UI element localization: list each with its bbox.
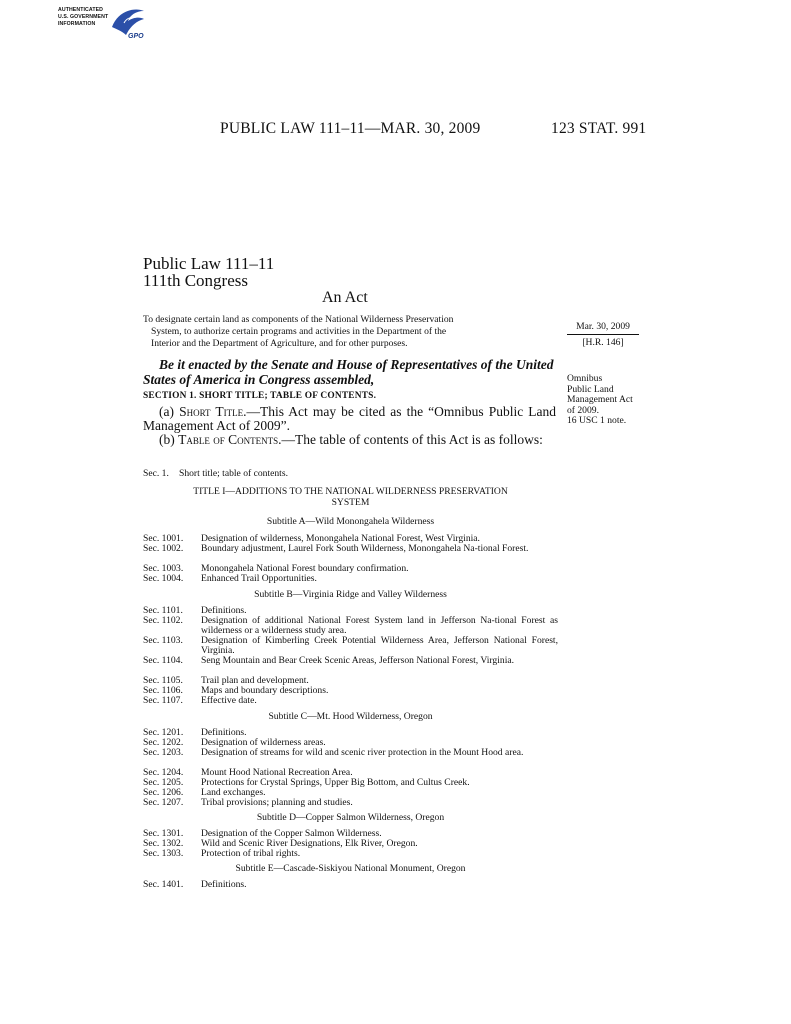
subsection-text: .—The table of contents of this Act is as follows: [278,432,543,447]
subsection-caption: Short Title [179,404,244,419]
act-purpose [143,314,558,350]
margin-note-line: 16 USC 1 note. [567,415,627,426]
purpose-line: To designate certain land as components of the National Wilderness Preservation [143,314,454,325]
toc-section-number: Sec. 1203. [143,747,184,758]
toc-section-number: Sec. 1302. [143,838,184,849]
toc-section-number: Sec. 1102. [143,615,183,626]
toc-subtitle-heading: Subtitle A—Wild Monongahela Wilderness [266,516,435,527]
public-law-number: Public Law 111–11 [143,254,275,273]
margin-note-line: Management Act [567,394,633,405]
margin-note-line: Omnibus [567,373,603,384]
toc-section-number: Sec. 1401. [143,879,184,890]
toc-section-number: Sec. 1001. [143,533,184,544]
toc-section-title: Protections for Crystal Springs, Upper Big Bottom, and Cultus Creek. [201,777,470,788]
congress-number: 111th Congress [143,271,248,290]
toc-subtitle-heading: Subtitle C—Mt. Hood Wilderness, Oregon [268,711,433,722]
toc-section-title: Designation of wilderness, Monongahela National Forest, West Virginia. [201,533,480,544]
subsection-caption: Table of Contents [178,432,279,447]
toc-section-title: Seng Mountain and Bear Creek Scenic Areas, Jefferson National Forest, Virginia. [201,655,515,666]
toc-section-number: Sec. 1004. [143,573,184,584]
subsection-label: (b) [159,432,179,447]
running-header-stat: 123 STAT. 991 [551,120,647,137]
purpose-line: Interior and the Department of Agriculture, and for other purposes. [151,338,408,349]
section-heading: SECTION 1. SHORT TITLE; TABLE OF CONTENTS. [143,391,377,401]
toc-section-title: Monongahela National Forest boundary confirmation. [201,563,409,574]
an-act-heading: An Act [322,289,368,306]
toc-section-number: Sec. 1103. [143,635,183,646]
toc-section-number: Sec. 1. [143,468,169,479]
subsection-text: .—This Act may be cited as the “Omnibus Public Land Management Act of 2009”. [143,404,556,433]
toc-title-heading-continued: SYSTEM [331,497,370,508]
toc-section-title: Definitions. [201,879,247,890]
toc-section-number: Sec. 1202. [143,737,184,748]
toc-section-number: Sec. 1204. [143,767,184,778]
toc-section-number: Sec. 1003. [143,563,184,574]
toc-section-title: Mount Hood National Recreation Area. [201,767,353,778]
gpo-authentication-seal [58,5,150,49]
toc-section-title: Trail plan and development. [201,675,309,686]
toc-section-number: Sec. 1205. [143,777,184,788]
gpo-mark: GPO [128,33,144,40]
margin-note [567,374,633,427]
toc-section-title: Short title; table of contents. [179,468,288,479]
purpose-line: System, to authorize certain programs and activities in the Department of the [151,326,447,337]
toc-section-number: Sec. 1106. [143,685,183,696]
toc-section-number: Sec. 1107. [143,695,183,706]
toc-section-title: Land exchanges. [201,787,266,798]
toc-section-number: Sec. 1303. [143,848,184,859]
subsection-b [143,433,556,447]
enacting-clause: Be it enacted by the Senate and House of Representatives of the United States of America in Congress assembled, [143,357,554,387]
toc-section-title: Designation of the Copper Salmon Wilderness. [201,828,382,839]
seal-line: U.S. GOVERNMENT [58,14,109,20]
toc-section-title: Designation of wilderness areas. [201,737,326,748]
toc-section-title: Effective date. [201,695,257,706]
toc-subtitle-heading: Subtitle B—Virginia Ridge and Valley Wilderness [254,589,447,600]
margin-note-line: Public Land [567,383,614,395]
margin-date: Mar. 30, 2009 [567,321,639,335]
toc-section-title: Enhanced Trail Opportunities. [201,573,317,584]
toc-section-title: Tribal provisions; planning and studies. [201,797,353,808]
toc-section-title: Definitions. [201,605,247,616]
toc-section-title: Wild and Scenic River Designations, Elk River, Oregon. [201,838,418,849]
margin-note-line: of 2009. [567,404,599,416]
toc-section-title: Boundary adjustment, Laurel Fork South Wilderness, Monongahela Na-tional Forest. [201,543,529,554]
toc-section-number: Sec. 1301. [143,828,184,839]
toc-section-number: Sec. 1207. [143,797,184,808]
toc-section-title: Protection of tribal rights. [201,848,301,859]
toc-section-number: Sec. 1201. [143,727,184,738]
toc-section-title: Designation of additional National Forest System land in Jefferson Na-tional Forest as wilderness or a wilderness study area. [201,615,558,636]
toc-section-number: Sec. 1101. [143,605,183,616]
toc-section-number: Sec. 1104. [143,655,183,666]
toc-section-number: Sec. 1002. [143,543,184,554]
toc-section-title: Designation of streams for wild and scenic river protection in the Mount Hood area. [201,747,524,758]
seal-line: INFORMATION [58,21,96,27]
margin-bill-number: [H.R. 146] [582,337,624,348]
toc-section-number: Sec. 1206. [143,787,184,798]
subsection-label: (a) [159,404,180,419]
toc-section-title: Maps and boundary descriptions. [201,685,329,696]
toc-title-heading: TITLE I—ADDITIONS TO THE NATIONAL WILDERNESS PRESERVATION [193,486,508,497]
seal-line: AUTHENTICATED [58,7,104,13]
toc-subtitle-heading: Subtitle E—Cascade-Siskiyou National Monument, Oregon [235,863,466,874]
subsection-a [143,405,556,433]
toc-section-title: Definitions. [201,727,247,738]
toc-section-title: Designation of Kimberling Creek Potential Wilderness Area, Jefferson National Forest, Virginia. [201,635,558,656]
toc-subtitle-heading: Subtitle D—Copper Salmon Wilderness, Oregon [256,812,445,823]
running-header-law: PUBLIC LAW 111–11—MAR. 30, 2009 [220,120,481,137]
toc-section-number: Sec. 1105. [143,675,183,686]
